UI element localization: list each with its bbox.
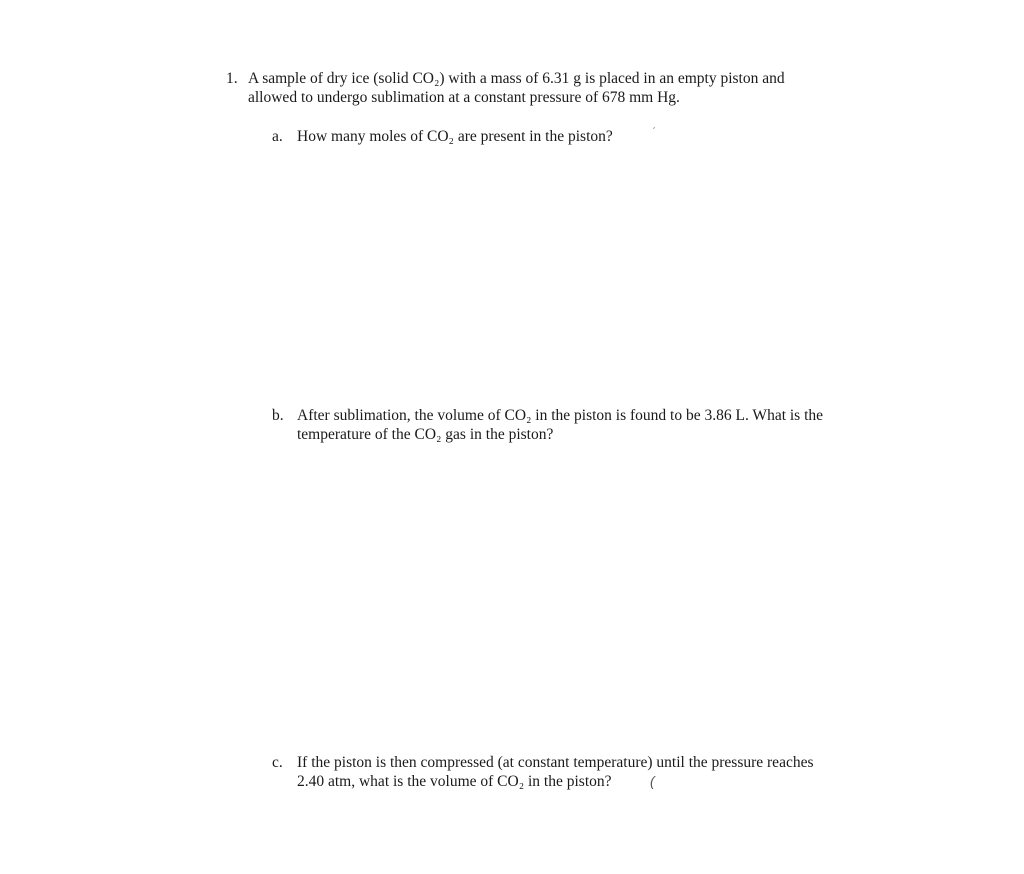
part-a-label: a. <box>272 128 283 145</box>
stray-pen-mark: ( <box>650 773 655 789</box>
question-text-line-1: A sample of dry ice (solid CO₂) with a mass of 6.31 g is placed in an empty piston and <box>248 70 785 87</box>
part-a-text: How many moles of CO₂ are present in the piston? <box>297 128 613 145</box>
question-number: 1. <box>226 70 238 87</box>
part-c-text-line-1: If the piston is then compressed (at constant temperature) until the pressure reaches <box>297 754 814 771</box>
part-c-text-line-2: 2.40 atm, what is the volume of CO₂ in the piston? <box>297 773 612 790</box>
part-b-text-line-2: temperature of the CO₂ gas in the piston? <box>297 426 554 443</box>
part-b-label: b. <box>272 407 284 424</box>
question-text-line-2: allowed to undergo sublimation at a constant pressure of 678 mm Hg. <box>248 89 680 106</box>
part-c-label: c. <box>272 754 283 771</box>
stray-pen-mark: ˊ <box>652 125 656 139</box>
part-b-text-line-1: After sublimation, the volume of CO₂ in the piston is found to be 3.86 L. What is the <box>297 407 824 424</box>
